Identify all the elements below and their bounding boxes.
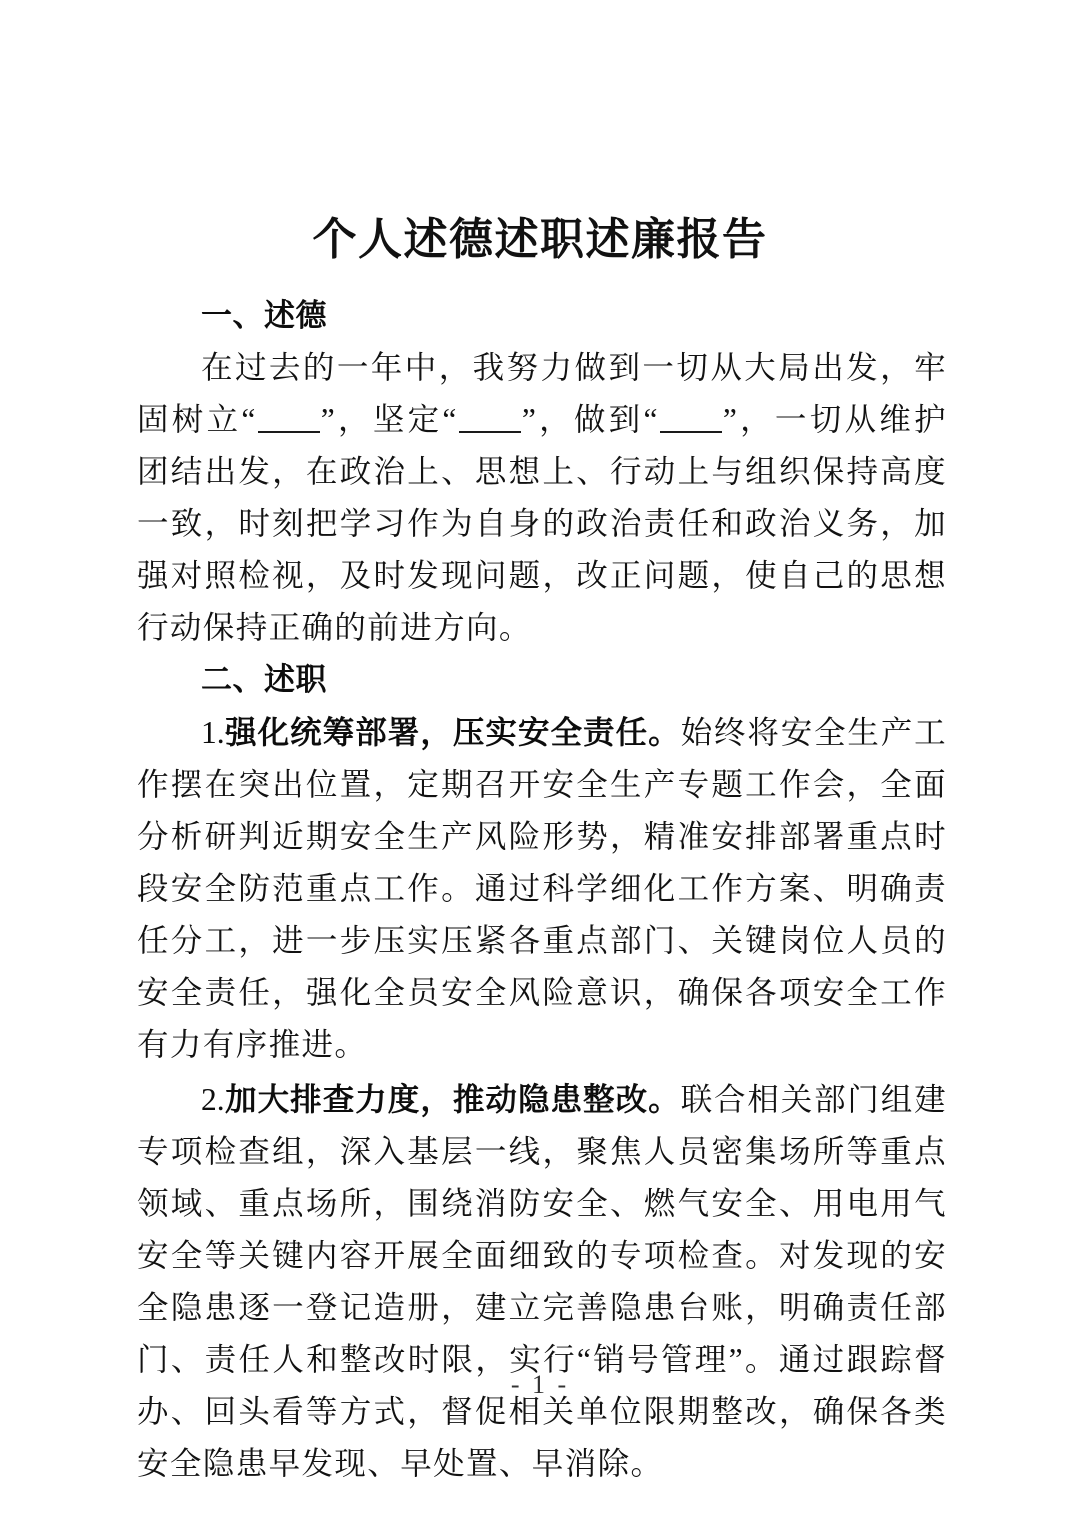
fill-in-blank-1[interactable]	[258, 431, 320, 433]
paragraph-text-part-3: ”，做到“	[521, 402, 659, 437]
lead-in-text-1: 强化统筹部署，压实安全责任。	[224, 714, 681, 750]
body-text-2: 联合相关部门组建专项检查组，深入基层一线，聚焦人员密集场所等重点领域、重点场所，围绕消防安全、燃气安全、用电用气安全等关键内容开展全面细致的专项检查。对发现的安全隐患逐一登记造册，建立完善隐患台账，明确责任部门、责任人和整改时限，实行“销号管理”。通过跟踪督办、回头看等方式，督促相关单位限期整改，确保各类安全隐患早发现、早处置、早消除。	[137, 1082, 947, 1481]
paragraph-text-part-2: ”，坚定“	[320, 402, 458, 437]
fill-in-blank-2[interactable]	[459, 431, 521, 433]
list-number-2: 2.	[201, 1082, 225, 1117]
section-heading-2: 二、述职	[201, 662, 327, 697]
body-text-1: 始终将安全生产工作摆在突出位置，定期召开安全生产专题工作会，全面分析研判近期安全生产风险形势，精准安排部署重点时段安全防范重点工作。通过科学细化工作方案、明确责任分工，进一步压实压紧各重点部门、关键岗位人员的安全责任，强化全员安全风险意识，确保各项安全工作有力有序推进。	[137, 715, 947, 1062]
fill-in-blank-3[interactable]	[660, 431, 722, 433]
document-body	[137, 290, 947, 1490]
page-number-footer: - 1 -	[510, 1370, 570, 1399]
paragraph-shude	[137, 342, 947, 654]
paragraph-text-part-4: ”，一切从维护团结出发，在政治上、思想上、行动上与组织保持高度一致，时刻把学习作为自身的政治责任和政治义务，加强对照检视，及时发现问题，改正问题，使自己的思想行动保持正确的前进方向。	[137, 402, 947, 645]
section-heading-1: 一、述德	[201, 298, 327, 333]
paragraph-text-part-1: 在过去的一年中，我努力做到一切从大局出发，牢固树立“	[137, 350, 947, 437]
paragraph-shuzhi-item-1	[137, 706, 947, 1071]
list-number-1: 1.	[201, 715, 225, 750]
lead-in-text-2: 加大排查力度，推动隐患整改。	[224, 1081, 681, 1117]
paragraph-shuzhi-item-2	[137, 1073, 947, 1490]
page-title: 个人述德述职述廉报告	[312, 215, 768, 265]
